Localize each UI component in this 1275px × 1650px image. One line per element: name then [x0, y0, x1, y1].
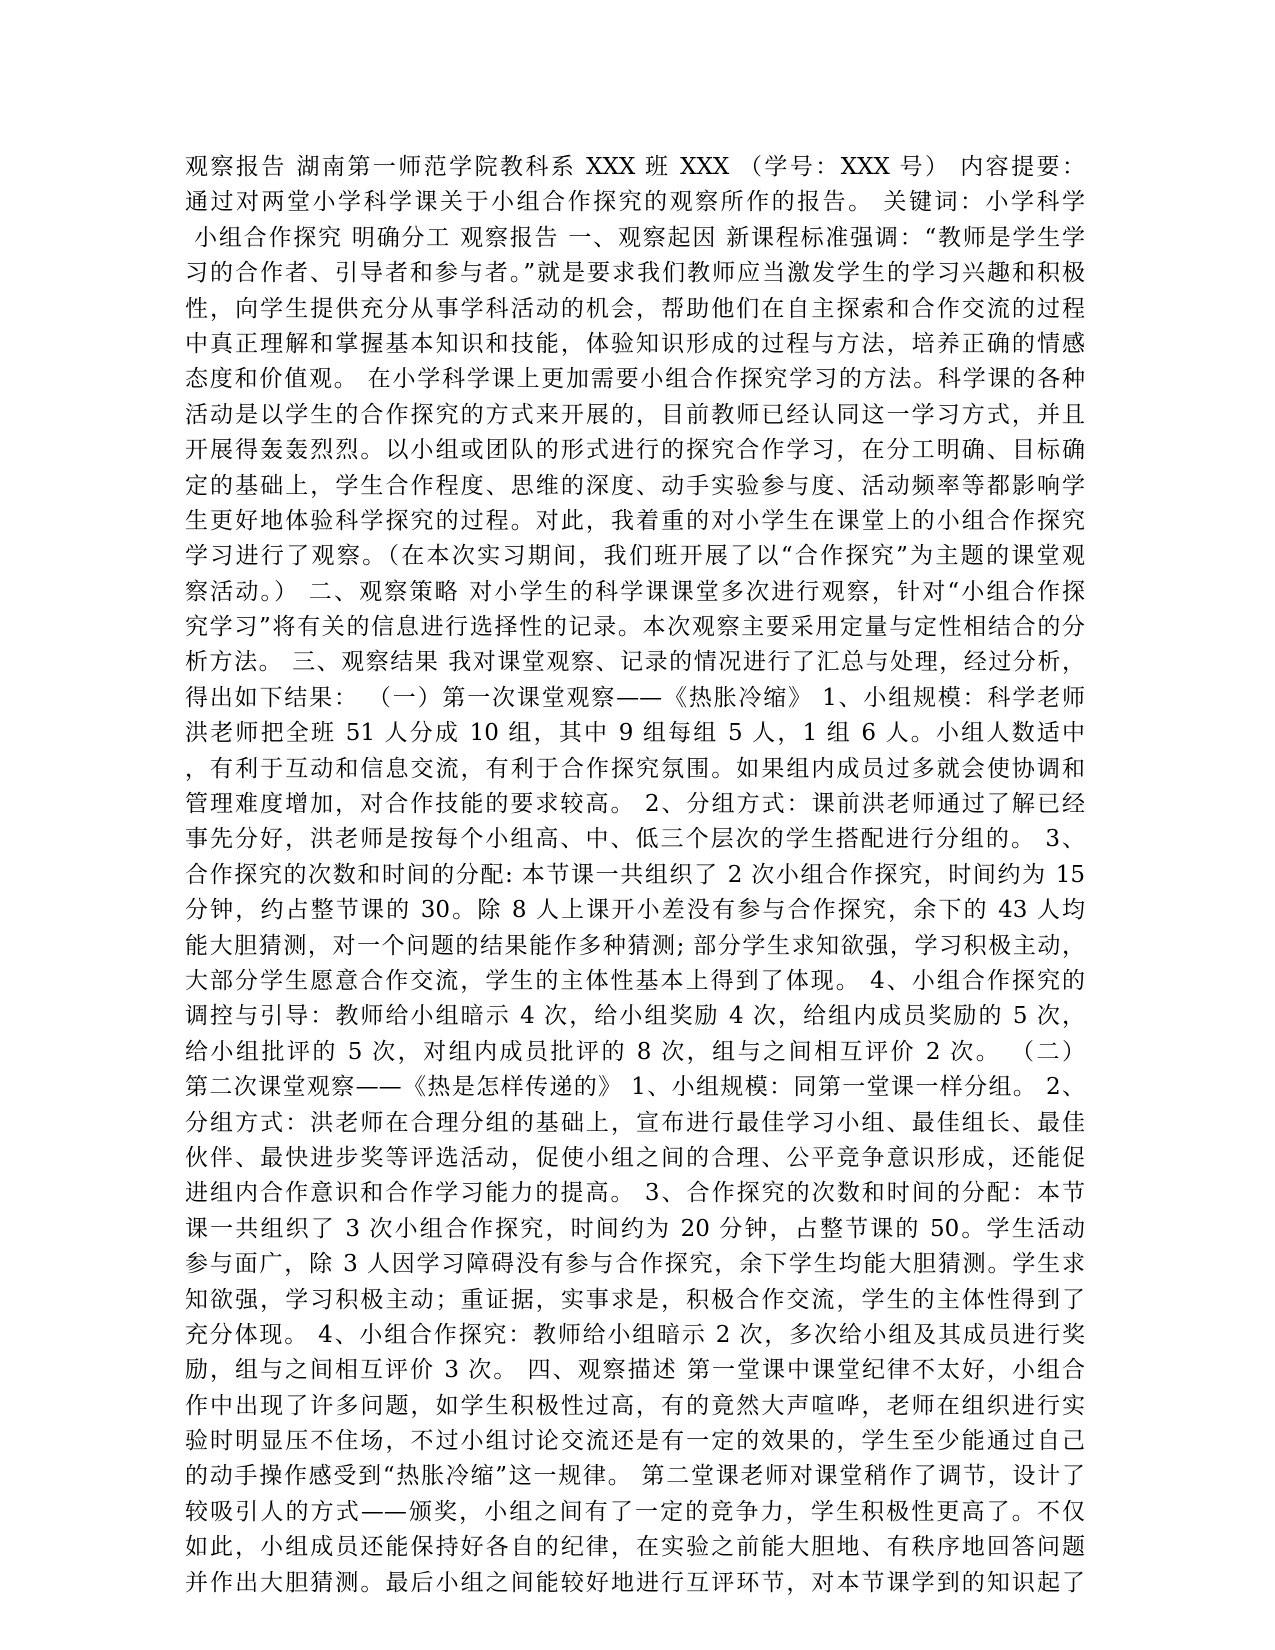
- text-line: 事先分好，洪老师是按每个小组高、中、低三个层次的学生搭配进行分组的。 3、: [185, 826, 1085, 853]
- text-line: 管理难度增加，对合作技能的要求较高。 2、分组方式：课前洪老师通过了解已经: [185, 791, 1085, 818]
- text-line: 性，向学生提供充分从事学科活动的机会，帮助他们在自主探索和合作交流的过程: [185, 295, 1085, 322]
- text-line: 验时明显压不住场，不过小组讨论交流还是有一定的效果的，学生至少能通过自己: [185, 1428, 1085, 1455]
- text-line: 洪老师把全班 51 人分成 10 组，其中 9 组每组 5 人，1 组 6 人。小组人数适中: [185, 720, 1085, 747]
- text-line: 中真正理解和掌握基本知识和技能，体验知识形成的过程与方法，培养正确的情感: [185, 330, 1085, 357]
- text-line: 如此，小组成员还能保持好各自的纪律，在实验之前能大胆地、有秩序地回答问题: [185, 1534, 1085, 1561]
- text-line: 开展得轰轰烈烈。以小组或团队的形式进行的探究合作学习，在分工明确、目标确: [185, 437, 1085, 464]
- text-line: 小组合作探究 明确分工 观察报告 一、观察起因 新课程标准强调：“教师是学生学: [185, 224, 1085, 251]
- text-line: 分钟，约占整节课的 30。除 8 人上课开小差没有参与合作探究，余下的 43 人均: [185, 897, 1085, 924]
- text-line: 定的基础上，学生合作程度、思维的深度、动手实验参与度、活动频率等都影响学: [185, 472, 1085, 499]
- text-line: 究学习”将有关的信息进行选择性的记录。本次观察主要采用定量与定性相结合的分: [185, 614, 1085, 641]
- text-line: 调控与引导：教师给小组暗示 4 次，给小组奖励 4 次，给组内成员奖励的 5 次，: [185, 1003, 1085, 1030]
- text-line: 通过对两堂小学科学课关于小组合作探究的观察所作的报告。 关键词：小学科学: [185, 189, 1085, 216]
- text-line: 作中出现了许多问题，如学生积极性过高，有的竟然大声喧哗，老师在组织进行实: [185, 1392, 1085, 1419]
- text-line: 态度和价值观。 在小学科学课上更加需要小组合作探究学习的方法。科学课的各种: [185, 366, 1085, 393]
- text-line: 课一共组织了 3 次小组合作探究，时间约为 20 分钟，占整节课的 50。学生活动: [185, 1215, 1085, 1242]
- text-line: 学习进行了观察。（在本次实习期间，我们班开展了以“合作探究”为主题的课堂观: [185, 543, 1085, 570]
- text-line: 观察报告 湖南第一师范学院教科系 XXX 班 XXX （学号：XXX 号） 内容提要：: [185, 154, 1085, 180]
- text-line: ，有利于互动和信息交流，有利于合作探究氛围。如果组内成员过多就会使协调和: [185, 755, 1085, 782]
- text-line: 察活动。） 二、观察策略 对小学生的科学课课堂多次进行观察，针对“小组合作探: [185, 578, 1085, 605]
- text-line: 生更好地体验科学探究的过程。对此，我着重的对小学生在课堂上的小组合作探究: [185, 507, 1085, 534]
- text-line: 活动是以学生的合作探究的方式来开展的，目前教师已经认同这一学习方式，并且: [185, 401, 1085, 428]
- text-line: 伙伴、最快进步奖等评选活动，促使小组之间的合理、公平竞争意识形成，还能促: [185, 1144, 1085, 1171]
- text-line: 得出如下结果： （一）第一次课堂观察——《热胀冷缩》 1、小组规模：科学老师: [185, 684, 1085, 711]
- text-line: 习的合作者、引导者和参与者。”就是要求我们教师应当激发学生的学习兴趣和积极: [185, 260, 1085, 287]
- text-line: 较吸引人的方式——颁奖，小组之间有了一定的竞争力，学生积极性更高了。不仅: [185, 1498, 1085, 1525]
- text-line: 知欲强，学习积极主动；重证据，实事求是，积极合作交流，学生的主体性得到了: [185, 1286, 1085, 1313]
- text-line: 第二次课堂观察——《热是怎样传递的》 1、小组规模：同第一堂课一样分组。 2、: [185, 1074, 1085, 1101]
- text-line: 给小组批评的 5 次，对组内成员批评的 8 次，组与之间相互评价 2 次。 （二）: [185, 1038, 1085, 1065]
- text-line: 合作探究的次数和时间的分配: 本节课一共组织了 2 次小组合作探究，时间约为 15: [185, 861, 1085, 888]
- text-line: 析方法。 三、观察结果 我对课堂观察、记录的情况进行了汇总与处理，经过分析，: [185, 649, 1085, 676]
- text-line: 充分体现。 4、小组合作探究：教师给小组暗示 2 次，多次给小组及其成员进行奖: [185, 1321, 1085, 1348]
- text-line: 并作出大胆猜测。最后小组之间能较好地进行互评环节，对本节课学到的知识起了: [185, 1569, 1085, 1596]
- text-line: 大部分学生愿意合作交流，学生的主体性基本上得到了体现。 4、小组合作探究的: [185, 967, 1085, 994]
- text-line: 能大胆猜测，对一个问题的结果能作多种猜测; 部分学生求知欲强，学习积极主动，: [185, 932, 1085, 959]
- text-line: 励，组与之间相互评价 3 次。 四、观察描述 第一堂课中课堂纪律不太好，小组合: [185, 1357, 1085, 1384]
- body-text: [185, 150, 1085, 1601]
- text-line: 参与面广，除 3 人因学习障碍没有参与合作探究，余下学生均能大胆猜测。学生求: [185, 1251, 1085, 1278]
- text-line: 的动手操作感受到“热胀冷缩”这一规律。 第二堂课老师对课堂稍作了调节，设计了: [185, 1463, 1085, 1490]
- text-line: 进组内合作意识和合作学习能力的提高。 3、合作探究的次数和时间的分配：本节: [185, 1180, 1085, 1207]
- text-line: 分组方式：洪老师在合理分组的基础上，宣布进行最佳学习小组、最佳组长、最佳: [185, 1109, 1085, 1136]
